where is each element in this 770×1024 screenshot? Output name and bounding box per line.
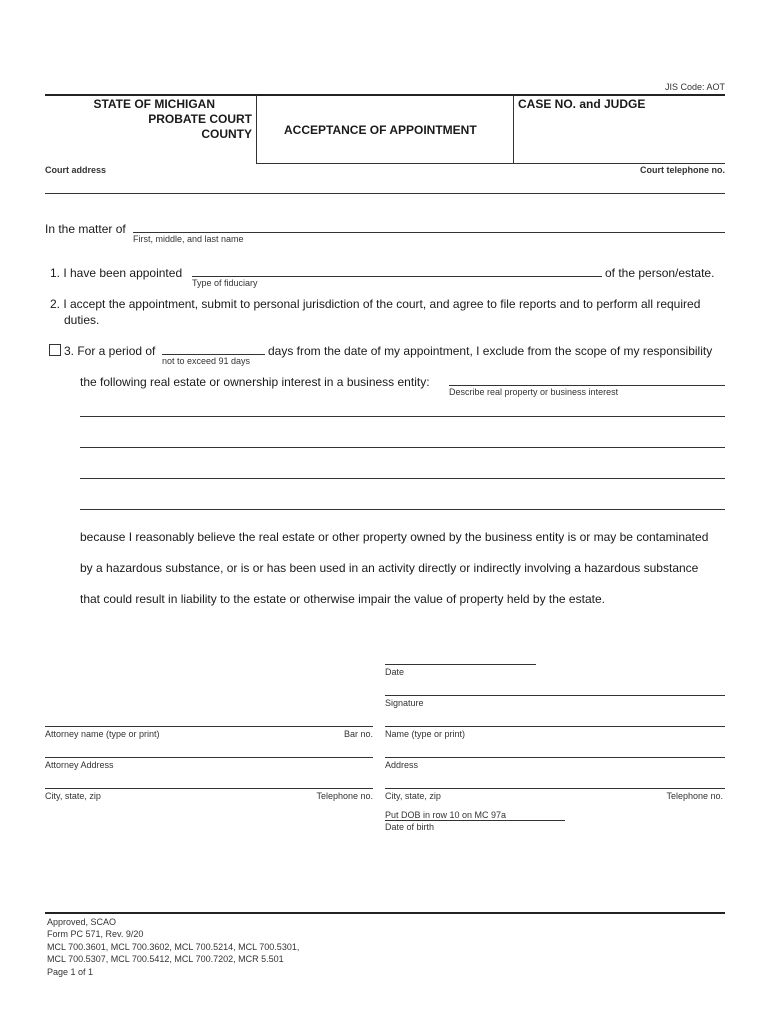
matter-name-field[interactable] [133, 232, 725, 233]
property-line-1[interactable] [80, 416, 725, 417]
period-days-field[interactable] [162, 354, 265, 355]
address-field[interactable] [385, 757, 725, 758]
header-bottom-rule [256, 163, 725, 164]
dob-label: Date of birth [385, 822, 435, 832]
footer-rule [45, 912, 725, 914]
case-no-label: CASE NO. and JUDGE [518, 97, 646, 111]
attorney-address-label: Attorney Address [45, 760, 114, 770]
fiduciary-type-field[interactable] [192, 276, 602, 277]
attorney-name-field[interactable] [45, 726, 373, 727]
header-divider-right [513, 95, 514, 163]
item3-prefix: 3. For a period of [64, 344, 156, 358]
attorney-name-label: Attorney name (type or print) [45, 729, 160, 739]
bar-no-label: Bar no. [343, 729, 373, 739]
dob-value[interactable]: Put DOB in row 10 on MC 97a [385, 810, 507, 820]
matter-label: In the matter of [45, 222, 126, 236]
footer-line-1: Approved, SCAO [47, 917, 117, 927]
property-line-2[interactable] [80, 447, 725, 448]
property-description-field[interactable] [449, 385, 725, 386]
item3-suffix: days from the date of my appointment, I exclude from the scope of my responsibility [268, 344, 713, 358]
attorney-telephone-label: Telephone no. [316, 791, 373, 801]
date-label: Date [385, 667, 405, 677]
signature-field[interactable] [385, 695, 725, 696]
item3-checkbox[interactable] [49, 344, 61, 356]
item3-line2-hint: Describe real property or business interest [449, 387, 619, 397]
dob-field[interactable] [385, 820, 565, 821]
telephone-label: Telephone no. [666, 791, 723, 801]
county-label: COUNTY [201, 127, 252, 141]
city-field[interactable] [385, 788, 725, 789]
because-line-1: because I reasonably believe the real estate or other property owned by the business entity is or may be contaminated [80, 530, 709, 544]
city-label: City, state, zip [385, 791, 441, 801]
matter-hint: First, middle, and last name [133, 234, 244, 244]
item2-line1: 2. I accept the appointment, submit to personal jurisdiction of the court, and agree to file reports and to perform all required [50, 297, 701, 311]
footer-line-2: Form PC 571, Rev. 9/20 [47, 929, 144, 940]
footer-line-4: MCL 700.5307, MCL 700.5412, MCL 700.7202, MCR 5.501 [47, 954, 284, 965]
court-address-field[interactable] [45, 193, 725, 194]
header-top-rule [45, 94, 725, 96]
court-label: PROBATE COURT [148, 112, 252, 126]
item2-line2: duties. [64, 313, 100, 327]
state-label: STATE OF MICHIGAN [93, 97, 215, 111]
because-line-2: by a hazardous substance, or is or has been used in an activity directly or indirectly involving a hazardous substance [80, 561, 699, 575]
signature-label: Signature [385, 698, 424, 708]
because-line-3: that could result in liability to the estate or otherwise impair the value of property held by the estate. [80, 592, 605, 606]
court-telephone-label: Court telephone no. [640, 165, 725, 175]
attorney-city-field[interactable] [45, 788, 373, 789]
name-field[interactable] [385, 726, 725, 727]
address-label: Address [385, 760, 419, 770]
jis-code: JIS Code: AOT [664, 82, 725, 92]
name-label: Name (type or print) [385, 729, 466, 739]
attorney-address-field[interactable] [45, 757, 373, 758]
court-address-label: Court address [45, 165, 107, 175]
attorney-city-label: City, state, zip [45, 791, 101, 801]
item1-hint: Type of fiduciary [192, 278, 258, 288]
date-field[interactable] [385, 664, 536, 665]
footer-text [47, 916, 299, 978]
property-line-4[interactable] [80, 509, 725, 510]
footer-line-3: MCL 700.3601, MCL 700.3602, MCL 700.5214, MCL 700.5301, [47, 941, 300, 952]
footer-line-5: Page 1 of 1 [47, 966, 94, 977]
property-line-3[interactable] [80, 478, 725, 479]
item1-suffix: of the person/estate. [605, 266, 715, 280]
item3-line2: the following real estate or ownership interest in a business entity: [80, 375, 430, 389]
header-divider-left [256, 95, 257, 163]
item3-hint: not to exceed 91 days [162, 356, 251, 366]
form-title: ACCEPTANCE OF APPOINTMENT [284, 123, 477, 137]
item1-prefix: 1. I have been appointed [50, 266, 183, 280]
